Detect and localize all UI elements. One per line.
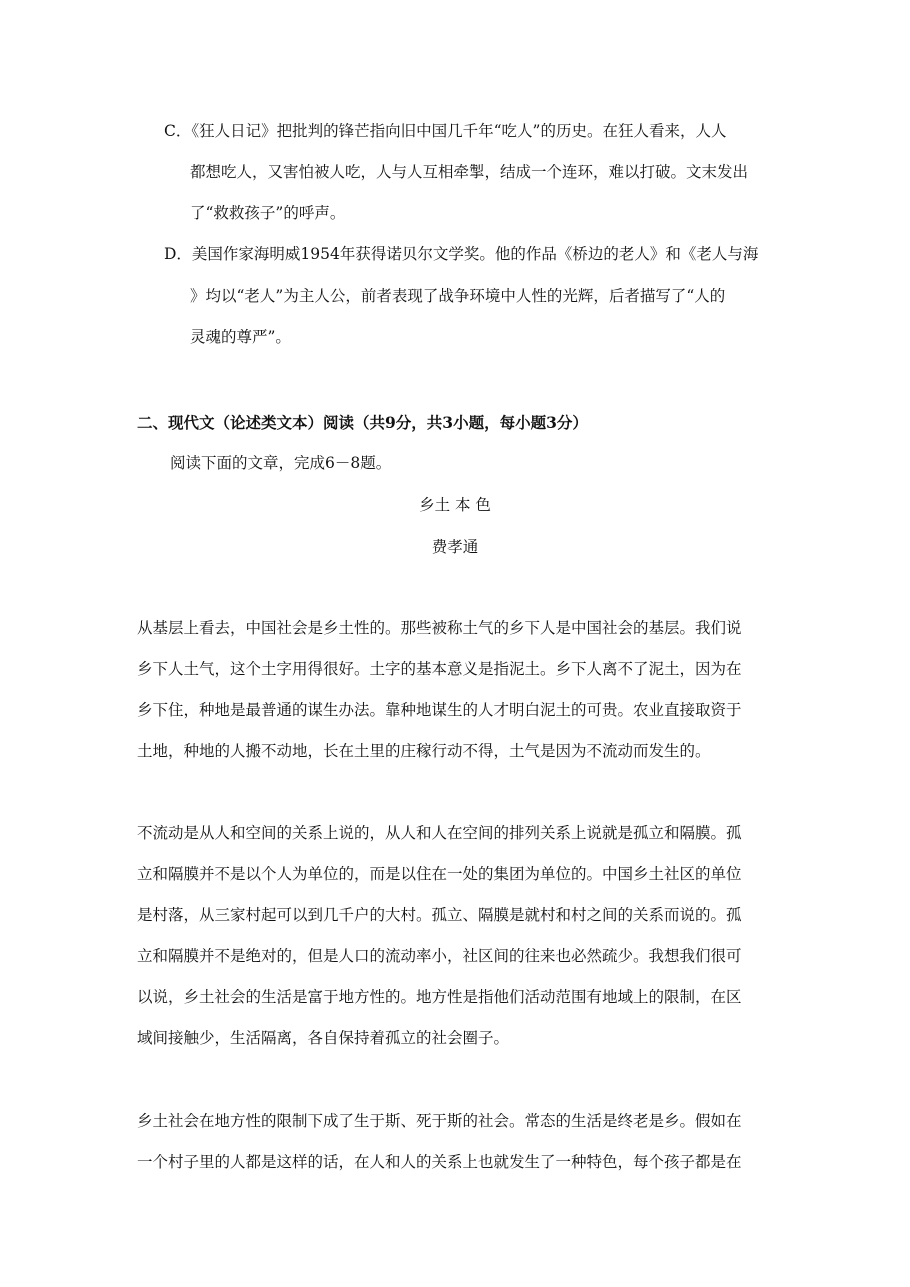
- article-title: 乡土 本 色: [419, 496, 491, 514]
- option-c-line-3: 了“救救孩子”的呼声。: [190, 204, 346, 222]
- paragraph-1-line: 乡下人土气，这个土字用得很好。土字的基本意义是指泥土。乡下人离不了泥土，因为在: [137, 660, 742, 678]
- option-c-line-1: C．《狂人日记》把批判的锋芒指向旧中国几千年“吃人”的历史。在狂人看来，人人: [164, 122, 727, 140]
- section-instruction: 阅读下面的文章，完成6－8题。: [170, 454, 392, 472]
- option-d-line-3: 灵魂的尊严”。: [190, 328, 291, 346]
- option-d-line-1: D．美国作家海明威1954年获得诺贝尔文学奖。他的作品《桥边的老人》和《老人与海: [164, 245, 759, 263]
- paragraph-2-line: 以说，乡土社会的生活是富于地方性的。地方性是指他们活动范围有地域上的限制，在区: [137, 988, 742, 1006]
- paragraph-2-line: 立和隔膜并不是以个人为单位的，而是以住在一处的集团为单位的。中国乡土社区的单位: [137, 865, 742, 883]
- paragraph-3-line: 一个村子里的人都是这样的话，在人和人的关系上也就发生了一种特色，每个孩子都是在: [137, 1153, 742, 1171]
- paragraph-1-line: 从基层上看去，中国社会是乡土性的。那些被称土气的乡下人是中国社会的基层。我们说: [137, 619, 742, 637]
- paragraph-3-line: 乡土社会在地方性的限制下成了生于斯、死于斯的社会。常态的生活是终老是乡。假如在: [137, 1112, 742, 1130]
- paragraph-1-line: 乡下住，种地是最普通的谋生办法。靠种地谋生的人才明白泥土的可贵。农业直接取资于: [137, 701, 742, 719]
- option-c-line-2: 都想吃人，又害怕被人吃，人与人互相牵掣，结成一个连环，难以打破。文末发出: [190, 163, 749, 181]
- paragraph-1-line: 土地，种地的人搬不动地，长在土里的庄稼行动不得，土气是因为不流动而发生的。: [137, 742, 711, 760]
- paragraph-2-line: 不流动是从人和空间的关系上说的，从人和人在空间的排列关系上说就是孤立和隔膜。孤: [137, 824, 742, 842]
- section-heading: 二、现代文（论述类文本）阅读（共9分，共3小题，每小题3分）: [137, 413, 588, 432]
- article-author: 费孝通: [431, 538, 479, 556]
- paragraph-2-line: 是村落，从三家村起可以到几千户的大村。孤立、隔膜是就村和村之间的关系而说的。孤: [137, 906, 742, 924]
- paragraph-2-line: 域间接触少，生活隔离，各自保持着孤立的社会圈子。: [137, 1029, 510, 1047]
- paragraph-2-line: 立和隔膜并不是绝对的，但是人口的流动率小，社区间的往来也必然疏少。我想我们很可: [137, 947, 742, 965]
- option-d-line-2: 》均以“老人”为主人公，前者表现了战争环境中人性的光辉，后者描写了“人的: [190, 287, 726, 305]
